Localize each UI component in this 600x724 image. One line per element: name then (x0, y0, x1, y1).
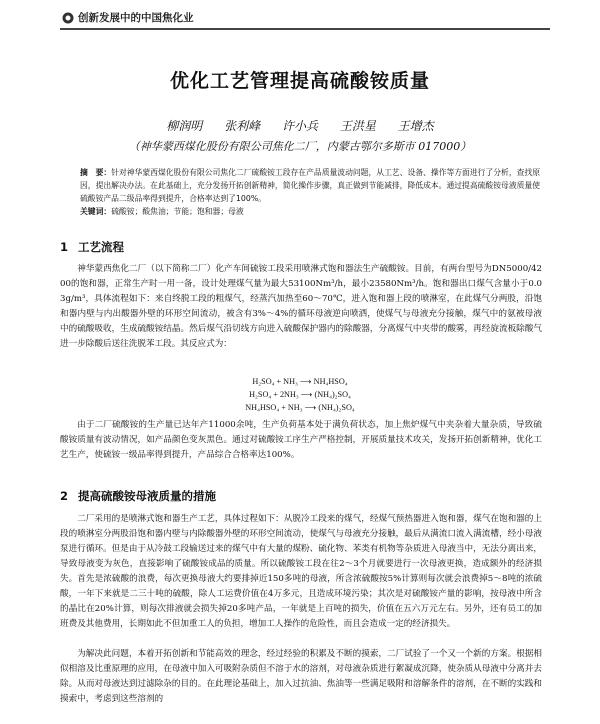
keywords-label: 关键词： (80, 207, 112, 216)
section-number: 2 (60, 489, 69, 503)
section-heading-2 (60, 488, 216, 504)
keywords (80, 205, 540, 218)
journal-header (0, 0, 600, 30)
author-list (0, 117, 600, 134)
author: 王增杰 (397, 119, 434, 133)
article-title: 优化工艺管理提高硫酸铵质量 (169, 70, 430, 92)
keywords-text: 硫酸铵；酸焦油；节能；饱和器；母液 (111, 207, 244, 216)
abstract-block (80, 166, 540, 218)
equation: H₂SO₄ + 2NH₃ ⟶ (NH₄)₂SO₄ (249, 390, 351, 399)
author: 王洪星 (339, 119, 376, 133)
author: 张利峰 (224, 119, 261, 133)
section-heading-1 (60, 239, 124, 255)
abstract (80, 166, 540, 205)
equation: H₂SO₄ + NH₃ ⟶ NH₄HSO₄ (252, 377, 348, 386)
equation: NH₄HSO₄ + NH₃ ⟶ (NH₄)₂SO₄ (245, 403, 355, 412)
abstract-text: 针对神华蒙西煤化股份有限公司焦化二厂硫酸铵工段存在产品质量波动问题，从工艺、设备、操作等方面进行了分析，查找原因，提出解决办法。在此基础上，充分发扬开拓创新精神，简化操作步骤，真正做到节能减排，降低成本。通过提高硫酸铵母液质量使硫酸铵产品二级品率得到提升，合格率达到了100%。 (80, 168, 541, 203)
header-rule (60, 28, 550, 30)
journal-name: 创新发展中的中国焦化业 (78, 12, 194, 24)
section2-paragraph-2: 为解决此问题，本着开拓创新和节能高效的理念，经过经验的积累及不断的摸索，二厂试验了一个又一个新的方案。根据相似相溶及比重原理的应用，在母液中加入可吸附杂质但不溶于水的溶剂，对母液杂质进行絮凝成沉降，使杂质从母液中分离并去除。从而对母液达到过滤除杂的目的。在此理论基础上，加入过抗油、焦油等一些满足吸附和溶解条件的溶剂，在不断的实践和摸索中，考虑到这些溶剂的 (60, 649, 542, 704)
reaction-equations (0, 375, 600, 414)
affiliation: （神华蒙西煤化股份有限公司焦化二厂，内蒙古鄂尔多斯市 017000） (128, 140, 472, 153)
section2-paragraph-1: 二厂采用的是喷淋式饱和器生产工艺，具体过程如下：从脱冷工段来的煤气，经煤气预热器进入饱和器，煤气在饱和器的上段的喷淋室分两股沿饱和器内壁与内除酸器外壁的环形空间流动，使煤气与母液充分接触，最后从满流口流入满流槽，经小母液泵进行循环。但是由于从冷鼓工段输送过来的煤气中有大量的煤粉、硫化物、苯类有机物等杂质进入母液当中，无法分离出来，导致母液变为灰色，直接影响了硫酸铵成品的质量。所以硫酸铵工段在往2～3个月就要进行一次母液更换，造成额外的经济损失。首先是浓硫酸的浪费，每次更换母液大约要排掉近150多吨的母液，所含浓硫酸按5%计算则每次就会浪费掉5～8吨的浓硫酸，一年下来就是二三十吨的硫酸，除人工运费价值在4万多元，且造成环境污染；其次是对硫酸铵产量的影响，按母液中所含的晶比在20%计算，则每次排液就会损失掉20多吨产品，一年就是上百吨的损失，价值在五六万元左右。另外，还有员工的加班费及其他费用，长期如此不但加重工人的负担，增加工人操作的危险性，而且会造成一定的经济损失。 (60, 514, 542, 629)
author: 柳润明 (166, 119, 203, 133)
abstract-label: 摘 要： (80, 168, 112, 177)
section-title: 提高硫酸铵母液质量的措施 (78, 489, 216, 503)
author: 许小兵 (281, 119, 318, 133)
section1-paragraph-1: 神华蒙西焦化二厂（以下简称二厂）化产车间硫铵工段采用喷淋式饱和器法生产硫酸铵。目前，有两台型号为DN5000/4200的饱和器，正常生产时一用一备，设计处理煤气量为最大53100Nm³/h，最小23580Nm³/h。饱和器出口煤气含量小于0.03g/m³，具体流程如下：来自终脱工段的粗煤气，经蒸汽加热至60～70℃，进入饱和器上段的喷淋室，在此煤气分两股，沿饱和器内壁与内出酸器外壁的环形空间流动，被含有3%～4%的循环母液逆向喷洒，使煤气与母液充分接触，煤气中的氨被母液中的硫酸吸收，生成硫酸铵结晶。然后煤气沿切线方向进入硫酸保护器内的除酸器，分离煤气中夹带的酸雾，再经旋流板除酸气进一步除酸后送往洗脱苯工段。其反应式为： (60, 264, 542, 349)
section-title: 工艺流程 (78, 240, 124, 254)
section1-paragraph-2: 由于二厂硫酸铵的生产量已达年产11000余吨，生产负荷基本处于满负荷状态，加上焦炉煤气中夹杂着大量杂质，导致硫酸铵质量有波动情况，如产品颜色变灰黑色。通过对硫酸铵工序生产严格控制，开展质量技术攻关，发扬开拓创新精神，优化工艺生产，使硫铵一级品率得到提升，产品综合合格率达100%。 (60, 420, 542, 460)
journal-logo-icon (62, 12, 74, 24)
section-number: 1 (60, 240, 69, 254)
